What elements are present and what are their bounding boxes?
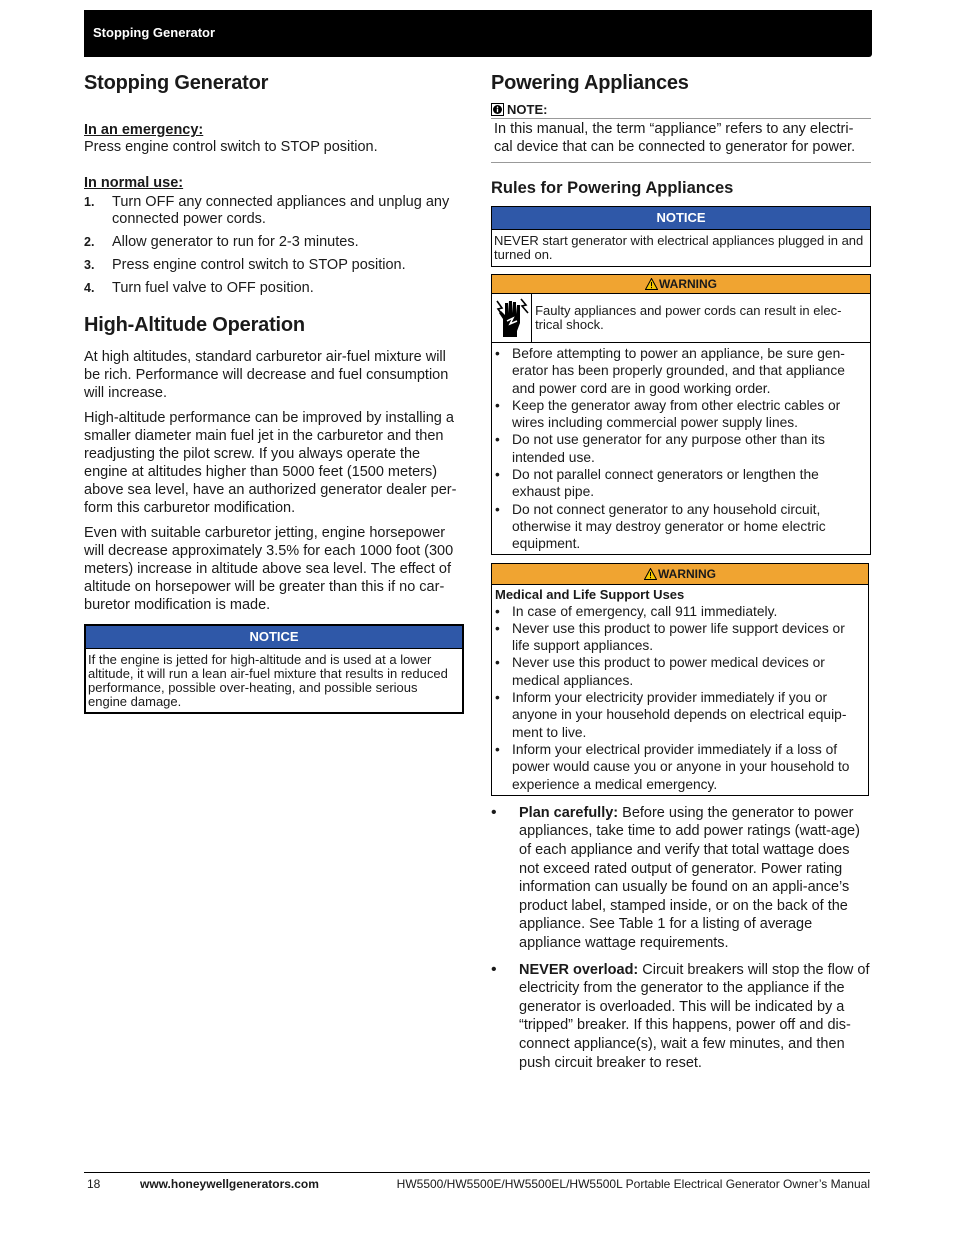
stopping-generator-title: Stopping Generator xyxy=(84,72,269,94)
high-altitude-title: High-Altitude Operation xyxy=(84,314,305,336)
list-item: • Inform your electricity provider immediately if you or anyone in your household depends on electrical equip-ment to live. xyxy=(492,689,866,741)
warning-triangle-icon xyxy=(644,568,657,580)
warning-header xyxy=(492,275,870,294)
footer-manual-title: HW5500/HW5500E/HW5500EL/HW5500L Portable Electrical Generator Owner’s Manual xyxy=(396,1177,870,1191)
altitude-paragraph-1: At high altitudes, standard carburetor air-fuel mixture will be rich. Performance will decrease and fuel consumption will increase. xyxy=(84,349,449,401)
list-item: • In case of emergency, call 911 immediately. xyxy=(492,603,866,620)
warning-header xyxy=(492,564,868,585)
notice-text: If the engine is jetted for high-altitude and is used at a lower altitude, it will run a lean air-fuel mixture that results in reduced performance, possible over-heating, and possible serious engine damage. xyxy=(88,652,448,709)
list-item: • Do not parallel connect generators or lengthen the exhaust pipe. xyxy=(492,466,868,501)
list-item: • Inform your electrical provider immediately if a loss of power would cause you or anyone in your household to experience a medical emergency. xyxy=(492,741,866,793)
notice-text: NEVER start generator with electrical appliances plugged in and turned on. xyxy=(494,233,864,262)
notice-label: NOTICE xyxy=(86,626,462,649)
list-item: 1. Turn OFF any connected appliances and unplug any connected power cords. xyxy=(84,194,450,227)
page-number: 18 xyxy=(87,1177,101,1191)
altitude-paragraph-2: High-altitude performance can be improved by installing a smaller diameter main fuel jet in the carburetor and then readjusting the pilot screw. If you always operate the engine at altitudes higher than 5000 feet (1500 meters) above sea level, have an authorized generator dealer per-form this carburetor modification. xyxy=(84,410,457,516)
shock-icon-cell xyxy=(492,294,532,342)
medical-warning-list xyxy=(492,602,868,795)
shock-warning-box xyxy=(491,274,871,555)
list-item: 3. Press engine control switch to STOP position. xyxy=(84,257,406,273)
rules-title: Rules for Powering Appliances xyxy=(491,179,734,197)
medical-warning-heading: Medical and Life Support Uses xyxy=(495,586,685,602)
medical-warning-box xyxy=(491,563,869,796)
warning-label: WARNING xyxy=(658,566,716,581)
list-item: 2. Allow generator to run for 2-3 minutes. xyxy=(84,234,359,250)
note-label: NOTE: xyxy=(507,102,548,117)
warning-label: WARNING xyxy=(659,277,717,291)
warning-triangle-icon xyxy=(645,278,658,290)
altitude-paragraph-3: Even with suitable carburetor jetting, engine horsepower will decrease approximately 3.5% for each 1000 foot (300 meters) increase in altitude above sea level. The effect of altitude on horsepower will be greater than this if no car-buretor modification is made. xyxy=(84,525,454,613)
note-header xyxy=(491,102,871,117)
list-item: • Never use this product to power medical devices or medical appliances. xyxy=(492,654,866,689)
appliance-rules-list xyxy=(491,804,871,1072)
note-text: In this manual, the term “appliance” refers to any electri-cal device that can be connected to generator for power. xyxy=(494,121,856,155)
left-column xyxy=(84,72,464,714)
list-item: • Do not connect generator to any household circuit, otherwise it may destroy generator or home electric equipment. xyxy=(492,501,868,553)
emergency-label: In an emergency: xyxy=(84,122,204,138)
header-title: Stopping Generator xyxy=(93,25,216,40)
electric-shock-hand-icon xyxy=(493,297,531,339)
warning-icon-row xyxy=(492,294,870,343)
notice-label: NOTICE xyxy=(492,207,870,230)
normal-use-label: In normal use: xyxy=(84,175,184,191)
list-item: • Keep the generator away from other electric cables or wires including commercial power supply lines. xyxy=(492,397,868,432)
list-item: • Before attempting to power an appliance, be sure gen-erator has been properly grounded, and that appliance and power cord are in good working order. xyxy=(492,345,868,397)
list-item: • NEVER overload: Circuit breakers will stop the flow of electricity from the generator to the appliance if the generator is overloaded. This will be indicated by a “tripped” breaker. If this happens, power off and dis-connect appliance(s), wait a few minutes, and then push circuit breaker to reset. xyxy=(491,961,871,1073)
list-item: 4. Turn fuel valve to OFF position. xyxy=(84,280,314,296)
powering-appliances-title: Powering Appliances xyxy=(491,72,689,94)
page-header-bar xyxy=(84,10,872,57)
stop-steps-list xyxy=(84,194,464,297)
list-item: • Do not use generator for any purpose other than its intended use. xyxy=(492,431,868,466)
footer-url: www.honeywellgenerators.com xyxy=(140,1177,319,1191)
altitude-notice-box xyxy=(84,624,464,714)
info-icon xyxy=(491,103,504,116)
appliance-notice-box xyxy=(491,206,871,267)
list-item: • Never use this product to power life support devices or life support appliances. xyxy=(492,620,866,655)
right-column xyxy=(491,72,871,1080)
list-item: • Plan carefully: Before using the generator to power appliances, take time to add power ratings (watt-age) of each appliance and verify that total wattage does not exceed rated output of generator. Power rating information can usually be found on an appli-ance’s product label, stamped inside, or on the back of the appliance. See Table 1 for a listing of average appliance wattage requirements. xyxy=(491,804,871,953)
shock-warning-list xyxy=(492,343,870,554)
shock-warning-text: Faulty appliances and power cords can result in elec-trical shock. xyxy=(535,303,842,332)
emergency-text: Press engine control switch to STOP position. xyxy=(84,139,378,155)
footer-rule xyxy=(84,1172,870,1173)
